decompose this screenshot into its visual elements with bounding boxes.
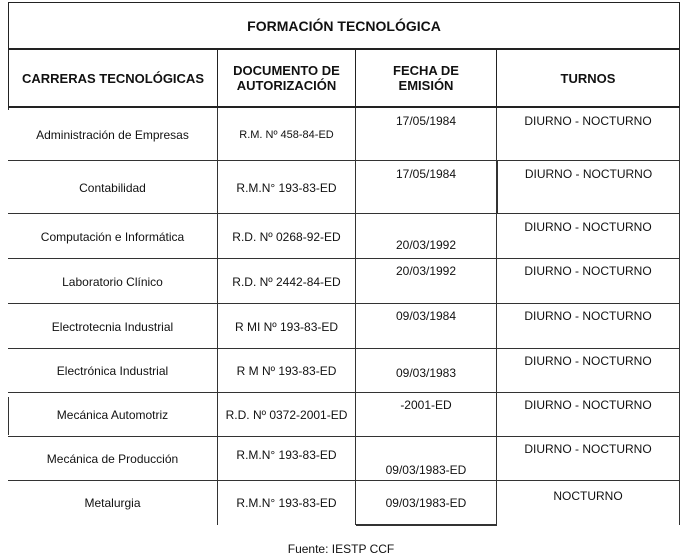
table-row [8,161,680,214]
shift-cell: DIURNO - NOCTURNO [497,393,680,437]
career-cell: Contabilidad [79,180,146,195]
document-cell: R.D. Nº 0268-92-ED [217,214,356,259]
shift-cell: DIURNO - NOCTURNO [497,349,680,393]
career-cell: Metalurgia [84,496,141,510]
shift-cell: DIURNO - NOCTURNO [497,161,680,214]
row-divider [8,392,680,393]
table-row [8,214,680,259]
row-divider [8,213,680,214]
document-cell: R MI Nº 193-83-ED [217,304,356,349]
table-row [8,304,680,349]
header-document [217,50,356,108]
document-cell: R.D. Nº 2442-84-ED [217,259,356,304]
shift-cell: NOCTURNO [497,481,680,525]
header-date-line1: FECHA DE [393,63,459,78]
source-note: Fuente: IESTP CCF [287,542,395,556]
row-divider [8,303,680,304]
row-divider [8,160,680,161]
date-cell: 17/05/1984 [356,161,497,214]
document-cell: R.M.N° 193-83-ED [217,437,356,481]
career-cell: Computación e Informática [40,229,185,244]
header-document-line2: AUTORIZACIÓN [236,78,337,93]
date-cell: 20/03/1992 [356,214,497,259]
date-cell: 20/03/1992 [356,259,497,304]
document-cell: R.D. Nº 0372-2001-ED [217,393,356,437]
row-divider [8,436,680,437]
header-date-line2: EMISIÓN [398,78,454,93]
table-row [8,108,680,161]
document-cell: R.M. Nº 458-84-ED [217,108,356,161]
career-cell: Mecánica de Producción [46,452,179,466]
shift-cell: DIURNO - NOCTURNO [497,108,680,161]
bottom-border [356,524,497,526]
date-cell: 09/03/1984 [356,304,497,349]
date-cell: -2001-ED [356,393,497,437]
table-title: FORMACIÓN TECNOLÓGICA [8,2,680,50]
table-row [8,437,680,481]
document-cell: R M Nº 193-83-ED [217,349,356,393]
table-row [8,349,680,393]
date-cell: 09/03/1983-ED [356,437,497,481]
date-cell: 09/03/1983 [356,349,497,393]
table-row [8,259,680,304]
career-cell: Administración de Empresas [36,127,189,142]
table-row [8,481,680,525]
career-cell: Electrotecnia Industrial [51,319,174,334]
header-shifts: TURNOS [497,50,680,108]
document-cell: R.M.N° 193-83-ED [217,481,356,525]
row-divider [8,348,680,349]
date-cell: 17/05/1984 [356,108,497,161]
left-border [8,397,9,435]
table-row [8,393,680,437]
header-date [356,50,497,108]
career-cell: Mecánica Automotriz [56,408,169,422]
document-cell: R.M.N° 193-83-ED [217,161,356,214]
header-careers: CARRERAS TECNOLÓGICAS [8,50,217,108]
shift-cell: DIURNO - NOCTURNO [497,214,680,259]
career-cell: Laboratorio Clínico [62,274,163,289]
row-divider [8,258,680,259]
shift-cell: DIURNO - NOCTURNO [497,437,680,481]
career-cell: Electrónica Industrial [56,364,169,378]
left-border [8,108,9,110]
date-cell: 09/03/1983-ED [356,481,497,525]
header-document-line1: DOCUMENTO DE [233,63,340,78]
row-divider [8,480,680,481]
shift-cell: DIURNO - NOCTURNO [497,259,680,304]
shift-cell: DIURNO - NOCTURNO [497,304,680,349]
